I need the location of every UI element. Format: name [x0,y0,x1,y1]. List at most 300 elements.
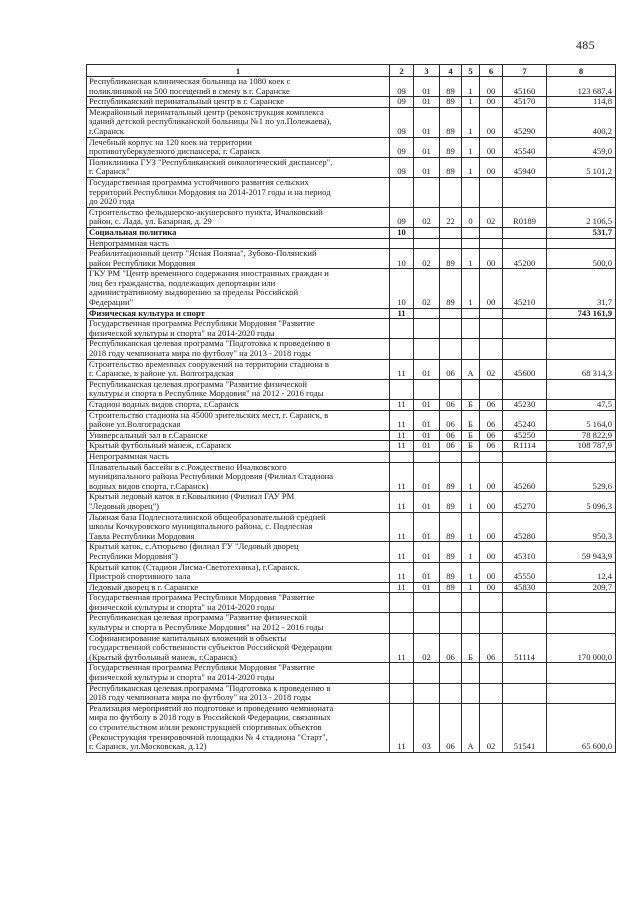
row-name-cell [87,542,390,562]
table-row [87,107,616,137]
row-target-item-cell [503,593,547,613]
row-section-cell: 09 [390,157,414,177]
row-name-line: до 2020 года [89,196,135,207]
row-amount-cell: 59 943,9 [547,542,616,562]
table-row [87,308,616,319]
row-name-cell [87,683,390,703]
row-program-cell [440,238,462,249]
row-amount-cell: 529,6 [547,462,616,492]
row-name-line: ГКУ РМ "Центр временного содержания иностранных граждан и [89,268,329,279]
table-row [87,157,616,177]
row-subprogram-cell: Б [462,410,480,430]
row-section-cell: 11 [390,430,414,441]
row-direction-cell [480,379,503,399]
row-name-cell [87,703,390,752]
row-name-line: Универсальный зал в г.Саранске [89,430,208,440]
row-section-cell [390,379,414,399]
row-subsection-cell [414,613,440,633]
row-name-cell [87,308,390,319]
row-direction-cell [480,663,503,683]
row-name-line: со строительством и/или реконструкцией спортивных объектов [89,722,322,732]
row-program-cell [440,177,462,207]
row-name-line: район, с. Лада, ул. Базарная, д. 29 [89,216,212,227]
row-subsection-cell [414,451,440,462]
row-program-cell: 89 [440,269,462,308]
row-name-line: Стадион водных видов спорта, г.Саранск [89,399,239,409]
table-row [87,542,616,562]
row-subprogram-cell: 0 [462,207,480,227]
row-target-item-cell [503,177,547,207]
table-row [87,227,616,238]
table-row [87,703,616,752]
row-amount-cell: 108 787,9 [547,441,616,452]
row-target-item-cell: 51114 [503,633,547,663]
row-name-line: Софинансирование капитальных вложений в объекты [89,633,287,643]
table-row [87,410,616,430]
row-subsection-cell: 02 [414,207,440,227]
row-subsection-cell [414,683,440,703]
row-name-line: Пристрой спортивного зала [89,571,191,582]
row-name-line: школы Кочкуровского муниципального района, с. Подлесная [89,521,313,532]
row-subsection-cell: 01 [414,400,440,411]
row-amount-cell: 400,2 [547,107,616,137]
row-subprogram-cell [462,308,480,319]
row-amount-cell: 459,0 [547,137,616,157]
table-row [87,359,616,379]
row-subsection-cell: 03 [414,703,440,752]
row-subsection-cell: 01 [414,77,440,97]
table-row [87,633,616,663]
row-target-item-cell: 45600 [503,359,547,379]
row-amount-cell: 47,5 [547,400,616,411]
row-section-cell: 09 [390,137,414,157]
row-subsection-cell: 01 [414,359,440,379]
row-amount-cell [547,238,616,249]
row-name-line: Республиканская клиническая больница на 1080 коек с [89,76,291,86]
row-program-cell: 06 [440,430,462,441]
row-direction-cell: 00 [480,542,503,562]
row-name-line: районе ул.Волгоградская [89,419,181,430]
row-name-line: Крытый каток (Стадион Лисма-Светотехника), г.Саранск. [89,562,300,572]
row-subprogram-cell [462,227,480,238]
row-direction-cell: 00 [480,562,503,582]
row-name-line: Лечебный корпус на 120 коек на территории [89,137,252,147]
row-direction-cell [480,227,503,238]
row-program-cell [440,613,462,633]
row-name-cell [87,633,390,663]
row-subsection-cell [414,319,440,339]
row-name-line: Крытый футбольный манеж, г.Саранск [89,440,232,451]
row-amount-cell [547,613,616,633]
table-row [87,97,616,108]
row-name-line: физической культуры и спорта" на 2014-2020 годы [89,672,275,683]
row-name-cell [87,359,390,379]
row-subprogram-cell: 1 [462,512,480,542]
row-subsection-cell: 02 [414,269,440,308]
row-name-line: Реализация мероприятий по подготовке и проведению чемпионата [89,703,334,713]
row-name-line: физической культуры и спорта" на 2014-2020 годы [89,327,275,338]
row-section-cell [390,593,414,613]
row-direction-cell: 06 [480,441,503,452]
row-subprogram-cell [462,663,480,683]
row-amount-cell [547,593,616,613]
row-program-cell [440,319,462,339]
row-target-item-cell: 45310 [503,542,547,562]
row-name-cell [87,613,390,633]
table-row [87,137,616,157]
row-subsection-cell: 01 [414,441,440,452]
row-program-cell [440,339,462,359]
row-subsection-cell: 01 [414,492,440,512]
row-target-item-cell: 45830 [503,582,547,593]
row-name-line: Государственная программа Республики Мордовия "Развитие [89,592,315,603]
row-amount-cell: 950,3 [547,512,616,542]
row-name-cell [87,451,390,462]
row-subprogram-cell [462,177,480,207]
row-name-line: культуры и спорта в Республике Мордовия" на 2012 - 2016 годы [89,622,324,633]
table-row [87,451,616,462]
row-name-line: Крытый каток, с.Атюрьево (филиал ГУ "Ледовый дворец [89,541,299,552]
row-amount-cell [547,451,616,462]
table-row [87,492,616,512]
row-name-line: 2018 году чемпионата мира по футболу" на 2013 - 2018 годы [89,692,311,703]
row-subsection-cell [414,339,440,359]
row-subprogram-cell: 1 [462,157,480,177]
row-amount-cell: 170 000,0 [547,633,616,663]
row-program-cell: 06 [440,441,462,452]
row-section-cell [390,177,414,207]
row-target-item-cell: 45210 [503,269,547,308]
row-name-line: Республиканский перинатальный центр в г. Саранске [89,96,284,107]
row-program-cell [440,451,462,462]
row-amount-cell: 31,7 [547,269,616,308]
header-cell-6: 6 [480,65,503,77]
row-section-cell [390,339,414,359]
row-name-line: (Крытый футбольный манеж, г.Саранск) [89,651,237,662]
row-program-cell: 89 [440,137,462,157]
row-target-item-cell [503,339,547,359]
table-row [87,582,616,593]
row-section-cell [390,451,414,462]
row-amount-cell: 209,7 [547,582,616,593]
row-target-item-cell: 45260 [503,462,547,492]
row-amount-cell [547,683,616,703]
row-name-cell [87,238,390,249]
row-program-cell: 06 [440,633,462,663]
row-target-item-cell [503,227,547,238]
row-name-cell [87,269,390,308]
row-subsection-cell: 01 [414,512,440,542]
row-subsection-cell: 02 [414,633,440,663]
row-target-item-cell [503,613,547,633]
table-row [87,512,616,542]
row-subprogram-cell: Б [462,633,480,663]
row-name-line: район Республики Мордовия [89,257,196,268]
row-subsection-cell [414,593,440,613]
row-target-item-cell [503,683,547,703]
row-name-line: противотуберкулезного диспансера, г. Саранск [89,146,261,157]
row-amount-cell: 12,4 [547,562,616,582]
table-row [87,319,616,339]
row-program-cell: 89 [440,492,462,512]
row-target-item-cell: 45940 [503,157,547,177]
row-name-line: Непрограммная часть [89,238,169,248]
row-program-cell: 89 [440,462,462,492]
row-name-line: Межрайонный перинатальный центр (реконструкция комплекса [89,107,324,117]
row-section-cell: 11 [390,512,414,542]
row-name-cell [87,663,390,683]
row-name-cell [87,339,390,359]
header-cell-2: 2 [390,65,414,77]
row-name-line: территорий Республики Мордовия на 2014-2017 годы и на период [89,186,331,197]
row-subprogram-cell [462,319,480,339]
table-row [87,207,616,227]
row-name-cell [87,137,390,157]
row-name-line: Республиканская целевая программа "Развитие физической [89,379,307,389]
row-direction-cell: 00 [480,582,503,593]
row-section-cell: 11 [390,308,414,319]
row-name-line: Физическая культура и спорт [89,308,205,318]
row-subprogram-cell: 1 [462,107,480,137]
row-subsection-cell: 01 [414,107,440,137]
row-subsection-cell: 01 [414,562,440,582]
row-name-line: г. Саранск, ул.Московская, д.12) [89,741,207,752]
row-name-line: Государственная программа устойчивого развития сельских [89,177,309,187]
row-name-cell [87,157,390,177]
row-program-cell: 89 [440,77,462,97]
row-program-cell: 89 [440,249,462,269]
table-row [87,562,616,582]
header-cell-1: 1 [87,65,390,77]
row-target-item-cell: R1114 [503,441,547,452]
row-section-cell: 11 [390,492,414,512]
row-subprogram-cell [462,613,480,633]
row-name-cell [87,249,390,269]
row-direction-cell: 06 [480,400,503,411]
row-amount-cell: 114,8 [547,97,616,108]
row-program-cell: 89 [440,107,462,137]
row-direction-cell [480,593,503,613]
table-row [87,379,616,399]
row-name-line: г. Саранске, в районе ул. Волгоградская [89,368,234,379]
row-section-cell: 11 [390,703,414,752]
row-direction-cell: 06 [480,633,503,663]
row-name-line: Республиканская целевая программа "Подготовка к проведению в [89,338,331,349]
table-body [87,77,616,753]
row-direction-cell: 00 [480,269,503,308]
row-name-cell [87,462,390,492]
row-name-line: Республиканская целевая программа "Подготовка к проведению в [89,683,331,693]
row-target-item-cell [503,451,547,462]
row-direction-cell: 00 [480,97,503,108]
row-name-line: Строительство стадиона на 45000 зрительских мест, г. Саранск, в [89,410,329,420]
row-name-cell [87,379,390,399]
row-direction-cell: 00 [480,492,503,512]
row-subsection-cell: 01 [414,157,440,177]
row-subprogram-cell: 1 [462,582,480,593]
row-name-line: поликлиникой на 500 посещений в смену в г. Саранске [89,85,290,96]
row-direction-cell: 00 [480,77,503,97]
row-section-cell: 09 [390,97,414,108]
row-name-cell [87,430,390,441]
row-program-cell: 89 [440,157,462,177]
row-name-line: муниципального района Республики Мордовия (Филиал Стадиона [89,471,334,482]
row-subprogram-cell: А [462,359,480,379]
header-row [87,65,616,77]
row-name-cell [87,512,390,542]
row-amount-cell [547,177,616,207]
row-name-line: Государственная программа Республики Мордовия "Развитие [89,662,315,673]
row-section-cell [390,683,414,703]
row-amount-cell: 5 101,2 [547,157,616,177]
row-program-cell: 06 [440,703,462,752]
header-cell-7: 7 [503,65,547,77]
row-amount-cell [547,379,616,399]
row-subsection-cell [414,663,440,683]
row-name-line: Непрограммная часть [89,451,169,461]
row-program-cell: 89 [440,512,462,542]
row-subsection-cell: 01 [414,97,440,108]
table-row [87,430,616,441]
row-name-line: Лыжная база Подлесноталинской общеобразовательной средней [89,512,326,522]
row-target-item-cell [503,308,547,319]
row-target-item-cell: 45290 [503,107,547,137]
row-section-cell: 11 [390,410,414,430]
row-section-cell: 11 [390,400,414,411]
row-target-item-cell: 45200 [503,249,547,269]
row-program-cell [440,663,462,683]
row-section-cell [390,319,414,339]
row-target-item-cell: 45280 [503,512,547,542]
table-row [87,663,616,683]
row-name-line: "Ледовый дворец") [89,500,159,511]
row-direction-cell: 00 [480,107,503,137]
row-subprogram-cell: 1 [462,542,480,562]
row-subprogram-cell: Б [462,441,480,452]
row-direction-cell: 02 [480,359,503,379]
row-direction-cell [480,319,503,339]
row-name-cell [87,441,390,452]
row-subprogram-cell: 1 [462,77,480,97]
row-subprogram-cell: Б [462,430,480,441]
row-section-cell: 11 [390,441,414,452]
row-subprogram-cell [462,379,480,399]
row-amount-cell: 743 161,9 [547,308,616,319]
row-program-cell [440,683,462,703]
row-subprogram-cell [462,683,480,703]
row-name-line: Ледовый дворец в г. Саранске [89,582,199,592]
row-direction-cell [480,613,503,633]
row-name-cell [87,593,390,613]
row-section-cell: 11 [390,359,414,379]
row-subsection-cell [414,227,440,238]
row-subsection-cell: 01 [414,582,440,593]
row-direction-cell [480,683,503,703]
row-target-item-cell: 45240 [503,410,547,430]
header-cell-4: 4 [440,65,462,77]
row-section-cell: 09 [390,107,414,137]
row-subprogram-cell [462,593,480,613]
row-name-line: культуры и спорта в Республике Мордовия" на 2012 - 2016 годы [89,388,324,399]
row-name-line: Республиканская целевая программа "Развитие физической [89,612,307,623]
row-name-cell [87,107,390,137]
row-program-cell [440,593,462,613]
row-direction-cell [480,177,503,207]
row-target-item-cell: 45230 [503,400,547,411]
row-target-item-cell: R0189 [503,207,547,227]
table-row [87,177,616,207]
row-name-line: водных видов спорта, г.Саранск) [89,480,209,491]
row-subprogram-cell: 1 [462,492,480,512]
row-name-line: Плавательный бассейн в с.Рождествено Ичалковского [89,462,287,472]
row-name-line: Государственная программа Республики Мордовия "Развитие [89,318,315,329]
row-target-item-cell [503,379,547,399]
row-name-line: административному выдворению за пределы Российской [89,287,299,298]
row-amount-cell: 531,7 [547,227,616,238]
row-direction-cell: 06 [480,410,503,430]
row-subprogram-cell: 1 [462,269,480,308]
row-section-cell: 11 [390,582,414,593]
table-row [87,238,616,249]
table-row [87,441,616,452]
row-subsection-cell [414,238,440,249]
row-program-cell: 06 [440,400,462,411]
row-name-cell [87,400,390,411]
row-name-line: г. Саранск" [89,166,130,177]
row-section-cell: 10 [390,269,414,308]
row-name-line: (Реконструкция тренировочной площадки № 4 стадиона "Старт", [89,731,328,742]
row-section-cell [390,613,414,633]
row-subsection-cell: 01 [414,542,440,562]
row-amount-cell [547,339,616,359]
row-subprogram-cell: 1 [462,97,480,108]
row-target-item-cell: 45160 [503,77,547,97]
row-name-line: Поликлиника ГУЗ "Республиканский онкологический диспансер", [89,157,333,167]
row-name-line: лиц без гражданства, подлежащих депортации или [89,277,276,288]
row-name-line: государственной собственности субъектов Российской Федерации [89,642,332,653]
row-name-cell [87,77,390,97]
row-name-line: физической культуры и спорта" на 2014-2020 годы [89,601,275,612]
row-amount-cell: 78 822,9 [547,430,616,441]
row-subsection-cell [414,379,440,399]
row-section-cell: 11 [390,562,414,582]
row-section-cell [390,238,414,249]
row-program-cell: 89 [440,582,462,593]
row-name-line: Социальная политика [89,227,177,237]
row-subsection-cell: 01 [414,137,440,157]
row-section-cell: 09 [390,207,414,227]
row-section-cell: 09 [390,77,414,97]
row-name-line: Строительство фельдшерско-акушерского пункта, Ичалковский [89,207,323,217]
row-subprogram-cell [462,238,480,249]
row-subsection-cell: 01 [414,430,440,441]
row-subsection-cell: 01 [414,410,440,430]
row-subprogram-cell [462,451,480,462]
row-target-item-cell: 45270 [503,492,547,512]
table-row [87,269,616,308]
row-section-cell: 10 [390,227,414,238]
row-amount-cell: 5 096,3 [547,492,616,512]
row-direction-cell: 00 [480,462,503,492]
row-direction-cell: 00 [480,249,503,269]
row-program-cell: 22 [440,207,462,227]
table-row [87,400,616,411]
row-program-cell: 89 [440,562,462,582]
row-name-line: 2018 году чемпионата мира по футболу" на 2013 - 2018 годы [89,348,311,359]
row-name-line: мира по футболу в 2018 году в Российской Федерации, связанных [89,712,331,723]
row-name-cell [87,227,390,238]
row-subsection-cell [414,308,440,319]
